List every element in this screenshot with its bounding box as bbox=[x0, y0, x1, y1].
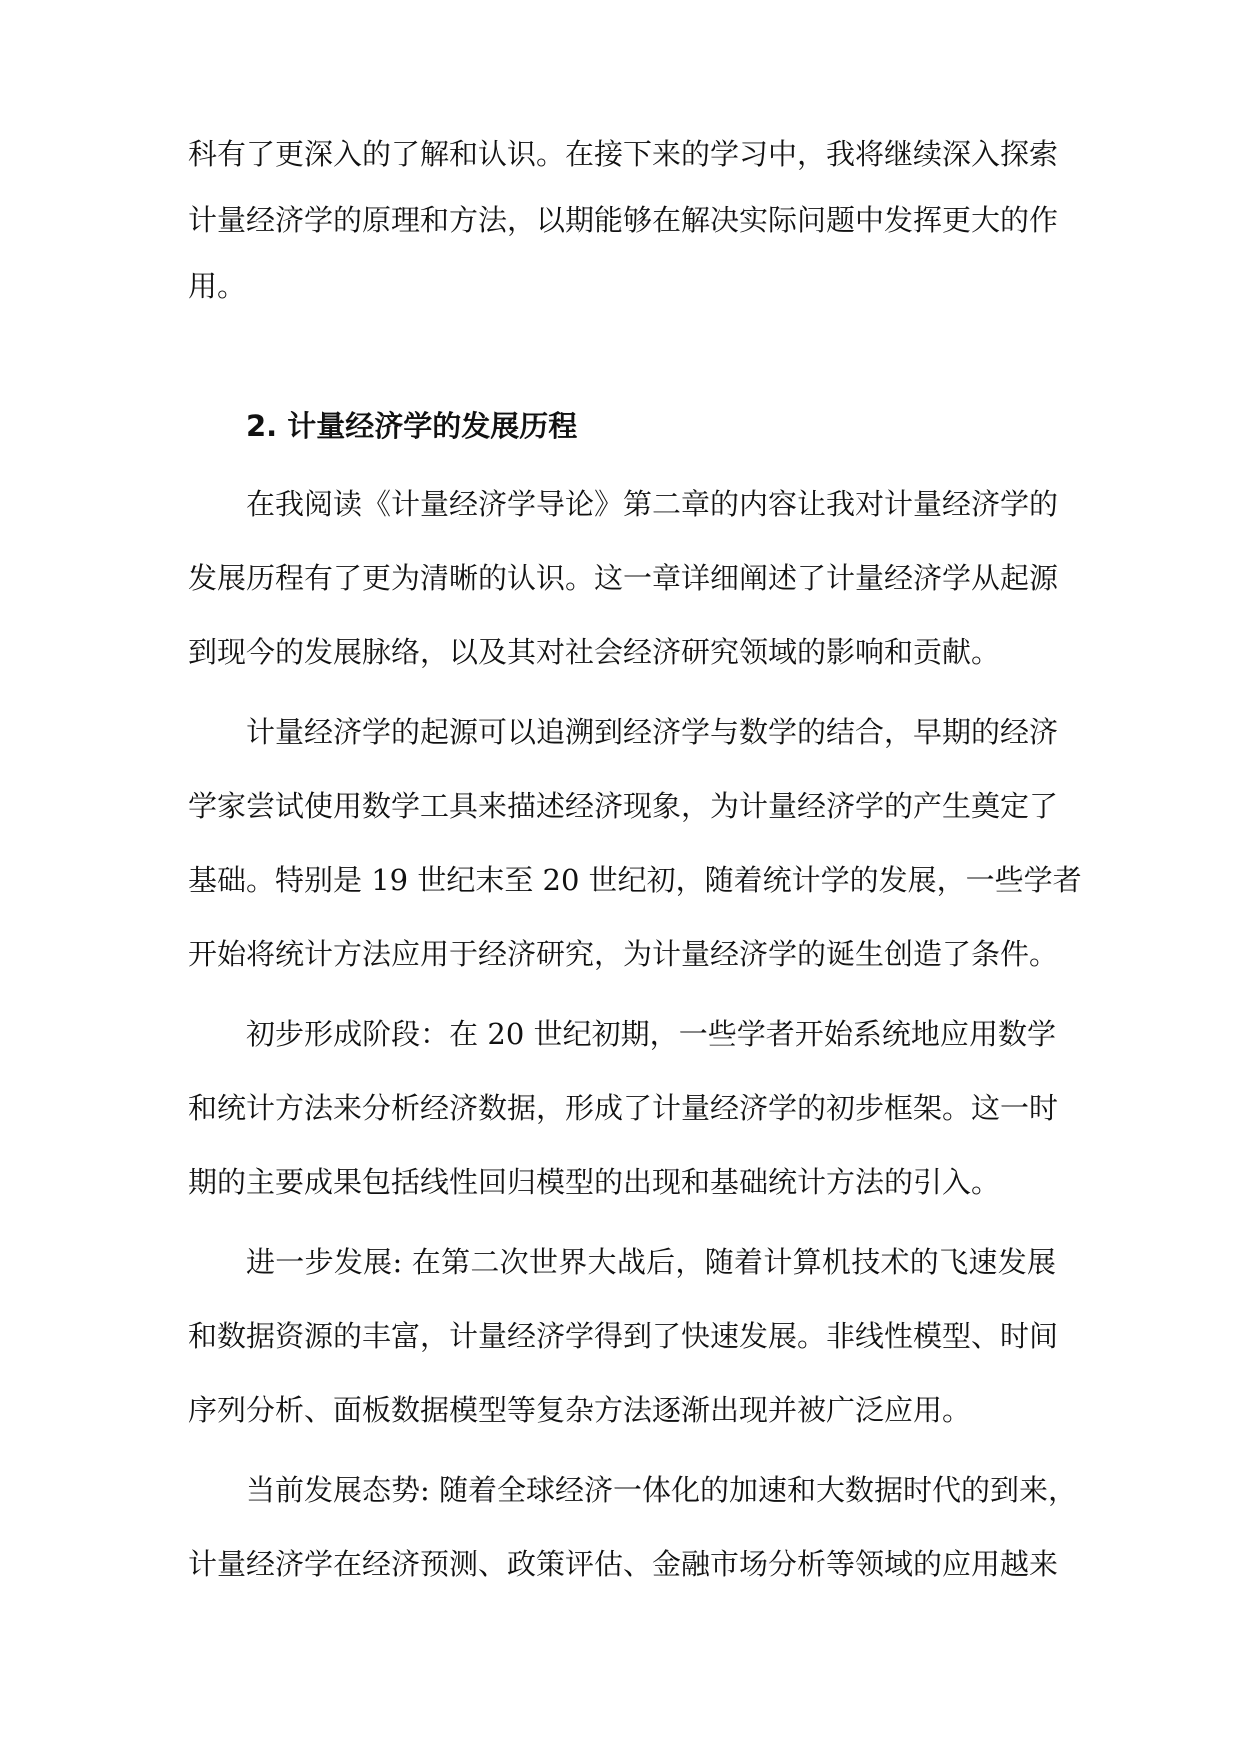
paragraph-line: 当前发展态势: 随着全球经济一体化的加速和大数据时代的到来， bbox=[246, 1473, 1077, 1507]
paragraph-line: 基础。特别是 19 世纪末至 20 世纪初，随着统计学的发展，一些学者 bbox=[188, 863, 1082, 897]
paragraph-line: 计量经济学在经济预测、政策评估、金融市场分析等领域的应用越来 bbox=[188, 1547, 1059, 1581]
paragraph-line: 在我阅读《计量经济学导论》第二章的内容让我对计量经济学的 bbox=[246, 487, 1059, 521]
paragraph-line: 学家尝试使用数学工具来描述经济现象，为计量经济学的产生奠定了 bbox=[188, 789, 1059, 823]
paragraph-line: 初步形成阶段：在 20 世纪初期，一些学者开始系统地应用数学 bbox=[246, 1017, 1056, 1051]
paragraph-line: 计量经济学的起源可以追溯到经济学与数学的结合，早期的经济 bbox=[246, 715, 1059, 749]
paragraph-line: 序列分析、面板数据模型等复杂方法逐渐出现并被广泛应用。 bbox=[188, 1393, 972, 1427]
paragraph-line: 计量经济学的原理和方法，以期能够在解决实际问题中发挥更大的作 bbox=[188, 203, 1059, 237]
paragraph-line: 用。 bbox=[188, 269, 247, 303]
paragraph-line: 进一步发展: 在第二次世界大战后，随着计算机技术的飞速发展 bbox=[246, 1245, 1056, 1279]
paragraph-line: 到现今的发展脉络，以及其对社会经济研究领域的影响和贡献。 bbox=[188, 635, 1001, 669]
section-heading: 2. 计量经济学的发展历程 bbox=[246, 409, 578, 443]
paragraph-line: 发展历程有了更为清晰的认识。这一章详细阐述了计量经济学从起源 bbox=[188, 561, 1059, 595]
paragraph-line: 期的主要成果包括线性回归模型的出现和基础统计方法的引入。 bbox=[188, 1165, 1001, 1199]
paragraph-line: 和数据资源的丰富，计量经济学得到了快速发展。非线性模型、时间 bbox=[188, 1319, 1059, 1353]
paragraph-line: 科有了更深入的了解和认识。在接下来的学习中，我将继续深入探索 bbox=[188, 137, 1059, 171]
paragraph-line: 开始将统计方法应用于经济研究，为计量经济学的诞生创造了条件。 bbox=[188, 937, 1059, 971]
paragraph-line: 和统计方法来分析经济数据，形成了计量经济学的初步框架。这一时 bbox=[188, 1091, 1059, 1125]
